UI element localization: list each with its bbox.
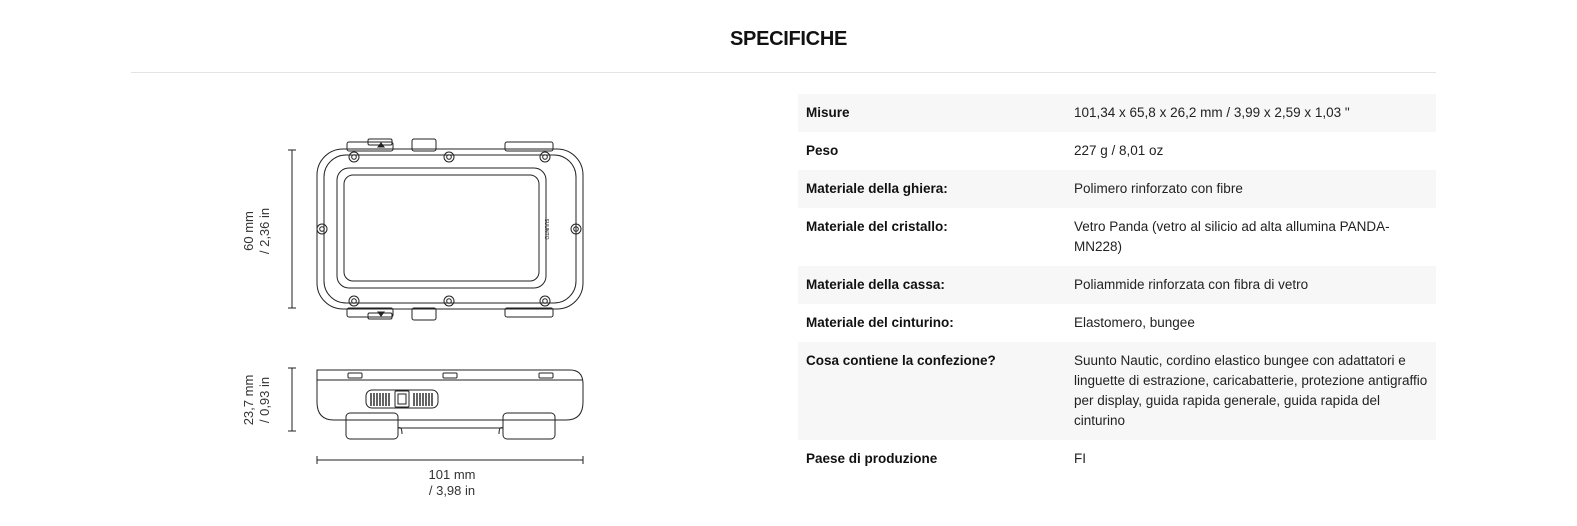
spec-row-bezel-material	[798, 170, 1436, 208]
spec-value: 227 g / 8,01 oz	[1074, 143, 1164, 158]
spec-row-country	[798, 440, 1436, 478]
page-title: SPECIFICHE	[729, 28, 848, 50]
height-dimension-label	[241, 191, 275, 271]
depth-dimension-label	[241, 360, 275, 440]
spec-label: Materiale del cristallo:	[806, 219, 948, 234]
spec-label: Misure	[806, 105, 850, 120]
spec-row-strap-material	[798, 304, 1436, 342]
device-outline-svg	[240, 130, 620, 510]
spec-value: Suunto Nautic, cordino elastico bungee con adattatori e linguette di estrazione, caricabatterie, protezione antigraffio per display, guida rapida generale, guida rapida del cinturino	[1074, 353, 1428, 428]
specs-table	[798, 94, 1436, 478]
spec-row-box-contents	[798, 342, 1436, 440]
depth-mm-text: 23,7 mm	[241, 374, 256, 426]
width-mm-text: 101 mm	[428, 467, 476, 482]
spec-value: 101,34 x 65,8 x 26,2 mm / 3,99 x 2,59 x 1,03 "	[1074, 105, 1350, 120]
height-in-text: / 2,36 in	[257, 207, 272, 255]
depth-in-text: / 0,93 in	[257, 376, 272, 424]
spec-label: Materiale del cinturino:	[806, 315, 954, 330]
brand-mark-text: SUUNTO	[543, 218, 549, 240]
spec-label: Materiale della ghiera:	[806, 181, 948, 196]
spec-row-glass-material	[798, 208, 1436, 266]
width-dimension-label	[402, 467, 502, 499]
spec-label: Peso	[806, 143, 839, 158]
spec-label: Paese di produzione	[806, 451, 938, 466]
product-dimension-drawing	[240, 130, 620, 510]
spec-value: Vetro Panda (vetro al silicio ad alta allumina PANDA-MN228)	[1074, 219, 1390, 254]
spec-value: Polimero rinforzato con fibre	[1074, 181, 1243, 196]
width-in-text: / 3,98 in	[428, 483, 476, 498]
spec-row-case-material	[798, 266, 1436, 304]
spec-row-peso	[798, 132, 1436, 170]
spec-label: Materiale della cassa:	[806, 277, 945, 292]
spec-value: Elastomero, bungee	[1074, 315, 1195, 330]
spec-value: Poliammide rinforzata con fibra di vetro	[1074, 277, 1309, 292]
spec-label: Cosa contiene la confezione?	[806, 353, 996, 368]
title-divider	[131, 72, 1436, 73]
spec-value: FI	[1074, 451, 1086, 466]
spec-row-misure	[798, 94, 1436, 132]
height-mm-text: 60 mm	[241, 211, 256, 251]
